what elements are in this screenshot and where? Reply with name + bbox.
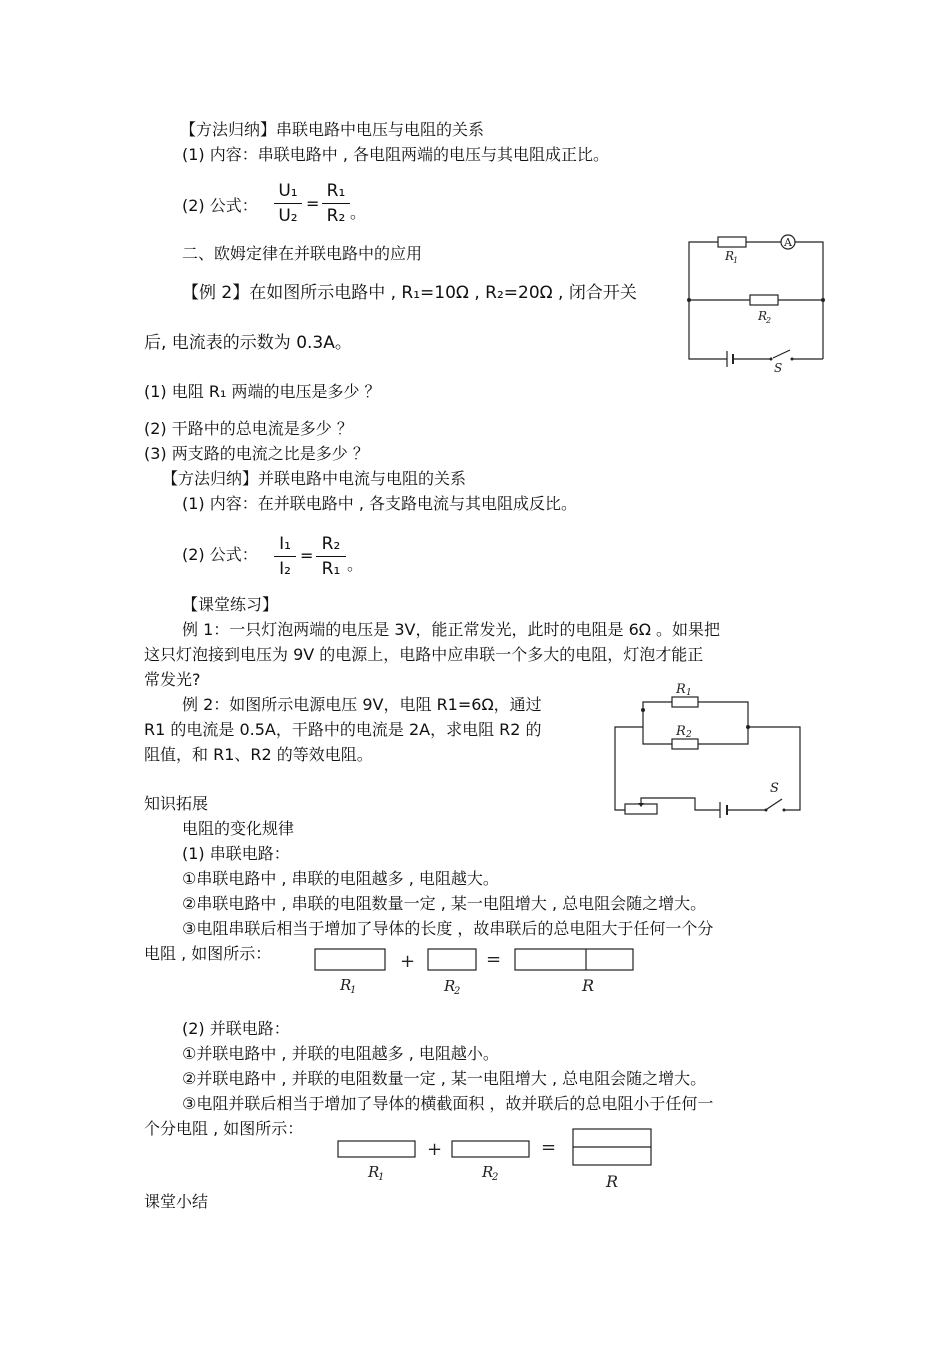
period-2: 。: [347, 555, 364, 574]
example2-line2: 后, 电流表的示数为 0.3A。: [144, 333, 352, 353]
parallel-heading: (2) 并联电路：: [182, 1019, 290, 1038]
label-r1-sub: 1: [686, 688, 692, 698]
practice-ex2-line3: 阻值，和 R1、R2 的等效电阻。: [144, 745, 373, 764]
extension-subtitle: 电阻的变化规律: [182, 819, 295, 838]
series-formula-label: (2) 公式：: [182, 196, 258, 215]
equals-sign-diagram: =: [486, 949, 502, 970]
label-switch: S: [770, 781, 779, 796]
period: 。: [350, 203, 367, 222]
series-rule-3b: 电阻 , 如图所示：: [144, 944, 272, 963]
label-r1: R: [340, 976, 352, 994]
series-rule-1: ①串联电路中 , 串联的电阻越多 , 电阻越大。: [182, 869, 499, 888]
parallel-rule-1: ①并联电路中 , 并联的电阻越多 , 电阻越小。: [182, 1044, 499, 1063]
practice-ex1-line2: 这只灯泡接到电压为 9V 的电源上，电路中应串联一个多大的电阻，灯泡才能正: [144, 645, 704, 664]
fraction-i1-i2: I₁ I₂: [274, 533, 296, 580]
label-r1: R: [368, 1163, 380, 1181]
label-r1: R: [676, 682, 686, 697]
fraction-r1-r2: R₁ R₂: [322, 180, 350, 227]
label-r1-sub: 1: [733, 256, 739, 265]
parallel-rule-2: ②并联电路中 , 并联的电阻数量一定 , 某一电阻增大 , 总电阻会随之增大。: [182, 1069, 707, 1088]
label-r: R: [582, 976, 595, 995]
label-r2: R: [482, 1163, 494, 1181]
series-resistance-diagram: [310, 945, 640, 1000]
practice-ex2-line2: R1 的电流是 0.5A，干路中的电流是 2A，求电阻 R2 的: [144, 720, 542, 739]
parallel-resistance-diagram: [330, 1125, 660, 1195]
label-r2-sub: 2: [686, 730, 692, 740]
example2-line1: 【例 2】在如图所示电路中 , R₁=10Ω , R₂=20Ω , 闭合开关: [182, 283, 637, 303]
equals-sign-diagram: =: [541, 1137, 557, 1158]
label-r2-sub: 2: [766, 316, 772, 325]
resistor-r1: [718, 237, 746, 247]
practice-ex1-line3: 常发光?: [144, 670, 201, 689]
method-heading-parallel: 【方法归纳】并联电路中电流与电阻的关系: [162, 469, 467, 488]
equals-sign-2: =: [300, 546, 314, 565]
switch: [767, 799, 782, 809]
parallel-content: (1) 内容：在并联电路中 , 各支路电流与其电阻成反比。: [182, 494, 578, 513]
switch: [773, 350, 790, 358]
circuit-diagram-example2: [680, 230, 830, 375]
label-r2: R: [676, 724, 686, 739]
label-r2: R: [444, 977, 456, 995]
label-switch: S: [774, 361, 783, 375]
resistor-r2: [672, 739, 698, 749]
summary-title: 课堂小结: [144, 1192, 209, 1211]
label-r: R: [606, 1172, 619, 1191]
series-rule-2: ②串联电路中 , 串联的电阻数量一定 , 某一电阻增大 , 总电阻会随之增大。: [182, 894, 707, 913]
practice-heading: 【课堂练习】: [182, 595, 279, 614]
series-rule-3a: ③电阻串联后相当于增加了导体的长度 ，故串联后的总电阻大于任何一个分: [182, 919, 714, 938]
parallel-rule-3b: 个分电阻 , 如图所示：: [144, 1119, 304, 1138]
fraction-u1-u2: U₁ U₂: [274, 180, 302, 227]
method-heading-series: 【方法归纳】串联电路中电压与电阻的关系: [180, 120, 485, 139]
extension-title: 知识拓展: [144, 794, 209, 813]
practice-ex1-line1: 例 1：一只灯泡两端的电压是 3V，能正常发光，此时的电阻是 6Ω 。如果把: [182, 620, 721, 639]
equals-sign: =: [306, 194, 320, 213]
question-3: (3) 两支路的电流之比是多少 ？: [144, 444, 369, 463]
series-content: (1) 内容：串联电路中 , 各电阻两端的电压与其电阻成正比。: [182, 145, 610, 164]
label-r2: R: [758, 309, 768, 323]
resistor-r1: [672, 697, 698, 707]
fraction-r2-r1: R₂ R₁: [316, 533, 346, 580]
plus-sign: +: [400, 951, 416, 972]
section-title-parallel: 二、欧姆定律在并联电路中的应用: [182, 244, 423, 263]
label-r1-sub: 1: [378, 1172, 385, 1183]
circuit-diagram-practice2: [610, 680, 810, 820]
practice-ex2-line1: 例 2：如图所示电源电压 9V，电阻 R1=6Ω，通过: [182, 695, 542, 714]
label-r2-sub: 2: [454, 986, 461, 997]
resistor-r2: [750, 295, 778, 305]
plus-sign: +: [427, 1139, 443, 1160]
series-heading: (1) 串联电路：: [182, 844, 290, 863]
label-r1: R: [725, 249, 735, 263]
label-r1-sub: 1: [350, 985, 357, 996]
question-1: (1) 电阻 R₁ 两端的电压是多少 ？: [144, 382, 381, 401]
label-r2-sub: 2: [492, 1172, 499, 1183]
parallel-formula-label: (2) 公式：: [182, 545, 258, 564]
ammeter-label: A: [784, 236, 792, 249]
question-2: (2) 干路中的总电流是多少 ？: [144, 419, 353, 438]
parallel-rule-3a: ③电阻并联后相当于增加了导体的横截面积 ，故并联后的总电阻小于任何一: [182, 1094, 714, 1113]
